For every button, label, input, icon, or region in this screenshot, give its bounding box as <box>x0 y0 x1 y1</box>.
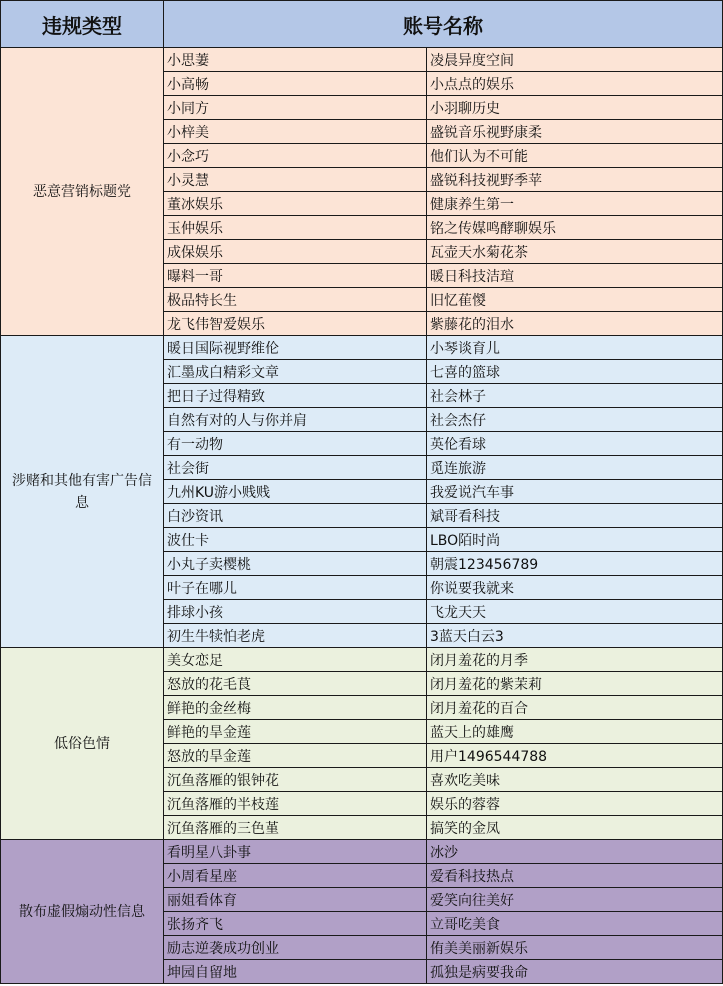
violation-category: 散布虚假煽动性信息 <box>1 840 164 984</box>
account-name-cell: 英伦看球 <box>427 432 723 456</box>
account-name-cell: 社会杰仔 <box>427 408 723 432</box>
header-violation-type: 违规类型 <box>1 1 164 48</box>
account-name-cell: 飞龙天天 <box>427 600 723 624</box>
account-name-cell: 爱看科技热点 <box>427 864 723 888</box>
account-name-cell: 孤独是病要我命 <box>427 960 723 984</box>
account-name-cell: 闭月羞花的月季 <box>427 648 723 672</box>
account-name-cell: 爱笑向往美好 <box>427 888 723 912</box>
account-name-cell: 搞笑的金凤 <box>427 816 723 840</box>
account-name-cell: 斌哥看科技 <box>427 504 723 528</box>
account-name-cell: 铭之传媒鸣酵聊娱乐 <box>427 216 723 240</box>
account-name-cell: 3蓝天白云3 <box>427 624 723 648</box>
account-name-cell: 小灵慧 <box>164 168 427 192</box>
account-name-cell: 小琴谈育儿 <box>427 336 723 360</box>
account-name-cell: 怒放的旱金莲 <box>164 744 427 768</box>
account-name-cell: 九州KU游小贱贱 <box>164 480 427 504</box>
violation-category: 低俗色情 <box>1 648 164 840</box>
account-name-cell: 凌晨异度空间 <box>427 48 723 72</box>
account-name-cell: 成保娱乐 <box>164 240 427 264</box>
account-name-cell: 闭月羞花的紫茉莉 <box>427 672 723 696</box>
account-name-cell: 他们认为不可能 <box>427 144 723 168</box>
account-name-cell: 小周看星座 <box>164 864 427 888</box>
account-name-cell: 鲜艳的金丝梅 <box>164 696 427 720</box>
account-name-cell: 叶子在哪儿 <box>164 576 427 600</box>
account-name-cell: 蓝天上的雄鹰 <box>427 720 723 744</box>
account-name-cell: 沉鱼落雁的半枝莲 <box>164 792 427 816</box>
account-name-cell: 小思萋 <box>164 48 427 72</box>
account-name-cell: 闭月羞花的百合 <box>427 696 723 720</box>
account-name-cell: 旧忆萑惾 <box>427 288 723 312</box>
account-name-cell: 董冰娱乐 <box>164 192 427 216</box>
account-name-cell: 玉仲娱乐 <box>164 216 427 240</box>
account-name-cell: 小丸子卖樱桃 <box>164 552 427 576</box>
account-name-cell: 用户1496544788 <box>427 744 723 768</box>
account-name-cell: 立哥吃美食 <box>427 912 723 936</box>
account-name-cell: 排球小孩 <box>164 600 427 624</box>
account-name-cell: 极品特长生 <box>164 288 427 312</box>
table-row <box>1 336 723 360</box>
account-name-cell: 小羽聊历史 <box>427 96 723 120</box>
account-name-cell: 初生牛犊怕老虎 <box>164 624 427 648</box>
account-name-cell: 喜欢吃美味 <box>427 768 723 792</box>
account-name-cell: 白沙资讯 <box>164 504 427 528</box>
table-row <box>1 48 723 72</box>
account-name-cell: 小梓美 <box>164 120 427 144</box>
account-name-cell: 觅连旅游 <box>427 456 723 480</box>
account-name-cell: 朝震123456789 <box>427 552 723 576</box>
account-name-cell: 沉鱼落雁的银钟花 <box>164 768 427 792</box>
account-name-cell: 鲜艳的旱金莲 <box>164 720 427 744</box>
account-name-cell: 娱乐的蓉蓉 <box>427 792 723 816</box>
account-name-cell: 小高畅 <box>164 72 427 96</box>
account-name-cell: 小念巧 <box>164 144 427 168</box>
account-name-cell: LBO陌时尚 <box>427 528 723 552</box>
account-name-cell: 自然有对的人与你并肩 <box>164 408 427 432</box>
account-name-cell: 把日子过得精致 <box>164 384 427 408</box>
account-name-cell: 坤园自留地 <box>164 960 427 984</box>
account-name-cell: 看明星八卦事 <box>164 840 427 864</box>
account-name-cell: 龙飞伟智爱娱乐 <box>164 312 427 336</box>
account-name-cell: 汇墨成白精彩文章 <box>164 360 427 384</box>
account-name-cell: 紫藤花的泪水 <box>427 312 723 336</box>
account-name-cell: 曝料一哥 <box>164 264 427 288</box>
account-name-cell: 小点点的娱乐 <box>427 72 723 96</box>
account-name-cell: 美女恋足 <box>164 648 427 672</box>
account-name-cell: 冰沙 <box>427 840 723 864</box>
table-row <box>1 840 723 864</box>
account-name-cell: 社会林子 <box>427 384 723 408</box>
table-body <box>1 48 723 984</box>
account-name-cell: 你说要我就来 <box>427 576 723 600</box>
account-name-cell: 怒放的花毛茛 <box>164 672 427 696</box>
table-row <box>1 648 723 672</box>
account-name-cell: 暖日科技洁瑄 <box>427 264 723 288</box>
account-name-cell: 盛锐音乐视野康柔 <box>427 120 723 144</box>
account-name-cell: 小同方 <box>164 96 427 120</box>
account-name-cell: 我爱说汽车事 <box>427 480 723 504</box>
account-name-cell: 暖日国际视野维伦 <box>164 336 427 360</box>
account-name-cell: 盛锐科技视野季苹 <box>427 168 723 192</box>
violation-category: 恶意营销标题党 <box>1 48 164 336</box>
account-name-cell: 沉鱼落雁的三色堇 <box>164 816 427 840</box>
account-name-cell: 波仕卡 <box>164 528 427 552</box>
account-name-cell: 社会街 <box>164 456 427 480</box>
account-name-cell: 有一动物 <box>164 432 427 456</box>
account-name-cell: 瓦壶天水菊花茶 <box>427 240 723 264</box>
account-name-cell: 张扬齐飞 <box>164 912 427 936</box>
account-name-cell: 励志逆袭成功创业 <box>164 936 427 960</box>
account-name-cell: 丽姐看体育 <box>164 888 427 912</box>
header-account-name: 账号名称 <box>164 1 723 48</box>
violation-category: 涉赌和其他有害广告信息 <box>1 336 164 648</box>
account-name-cell: 侑美美丽新娱乐 <box>427 936 723 960</box>
account-name-cell: 健康养生第一 <box>427 192 723 216</box>
header-row <box>1 1 723 48</box>
account-name-cell: 七喜的篮球 <box>427 360 723 384</box>
